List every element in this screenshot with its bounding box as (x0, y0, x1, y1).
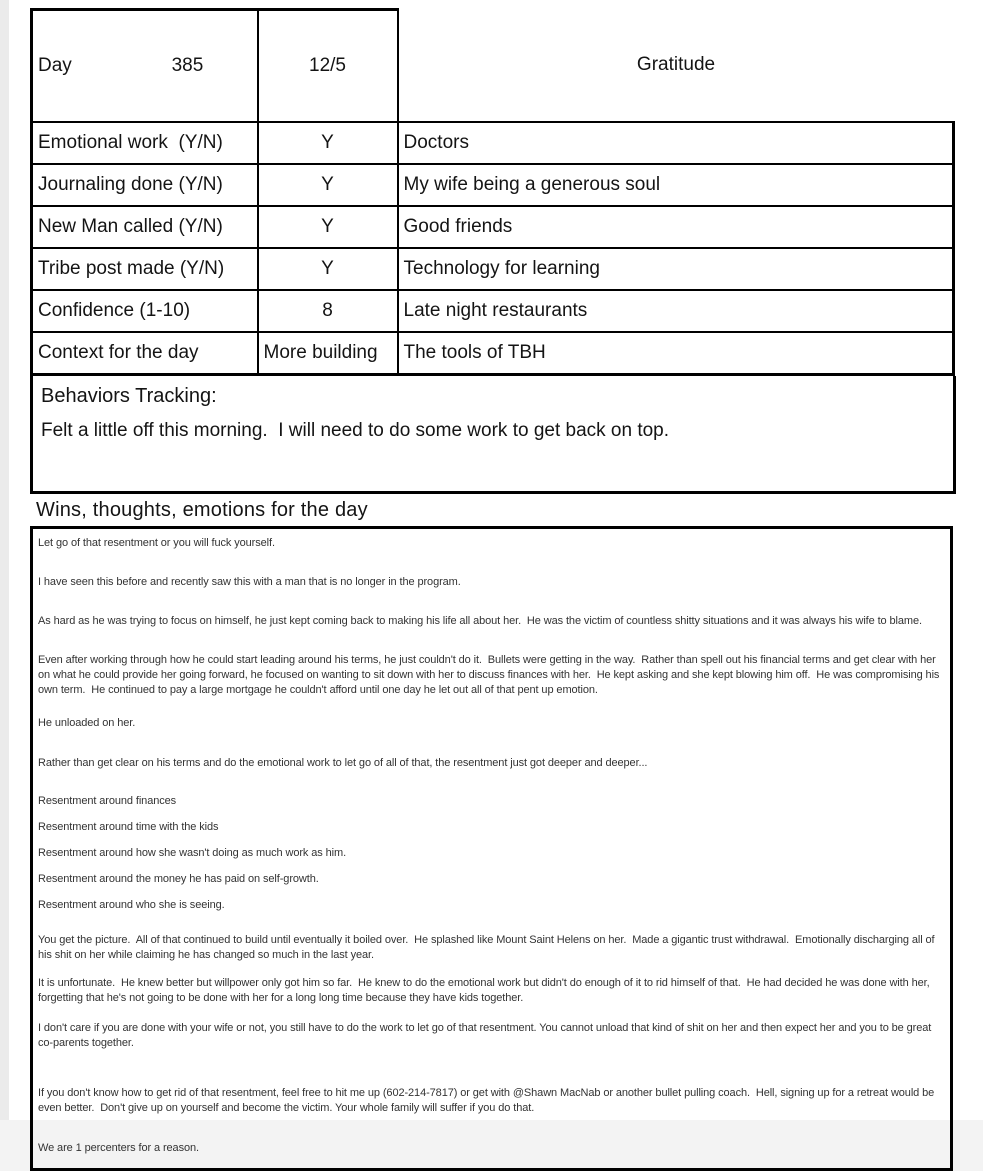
note-paragraph: Resentment around finances (38, 795, 177, 807)
metric-label: Confidence (1-10) (32, 290, 258, 332)
note-paragraph: We are 1 percenters for a reason. (38, 1142, 199, 1154)
gratitude-item: Late night restaurants (398, 290, 954, 332)
gratitude-item: Doctors (398, 122, 954, 164)
metric-label: New Man called (Y/N) (32, 206, 258, 248)
note-paragraph: He unloaded on her. (38, 717, 136, 729)
note-paragraph: I don't care if you are done with your wife or not, you still have to do the work to let go of that resentment. You cannot unload that kind of shit on her and then expect her and you to be great co-parents together. (38, 1022, 935, 1049)
daily-tracker-table (30, 8, 955, 376)
note-paragraph: Resentment around how she wasn't doing as much work as him. (38, 847, 347, 859)
table-row (32, 206, 954, 248)
tracker-header-row (32, 10, 954, 123)
note-paragraph: Resentment around the money he has paid on self-growth. (38, 873, 319, 885)
note-paragraph: As hard as he was trying to focus on himself, he just kept coming back to making his life all about her. He was the victim of countless shitty situations and it was always his wife to blame. (38, 615, 922, 627)
metric-value: Y (258, 248, 398, 290)
note-paragraph: It is unfortunate. He knew better but willpower only got him so far. He knew to do the emotional work but didn't do enough of it to rid himself of that. He had decided he was done with her, forgetting that he's not going to be done with her for a long long time because they have kids together. (38, 977, 933, 1004)
note-paragraph: Resentment around who she is seeing. (38, 899, 225, 911)
metric-value: Y (258, 164, 398, 206)
journal-document (9, 0, 983, 1154)
day-label: Day (38, 55, 72, 76)
metric-value: Y (258, 206, 398, 248)
gratitude-header: Gratitude (398, 10, 954, 123)
behaviors-heading: Behaviors Tracking: (41, 385, 217, 407)
note-paragraph: Resentment around time with the kids (38, 821, 219, 833)
metric-label: Emotional work (Y/N) (32, 122, 258, 164)
metric-label: Journaling done (Y/N) (32, 164, 258, 206)
note-paragraph: Let go of that resentment or you will fuck yourself. (38, 537, 275, 549)
gratitude-item: Technology for learning (398, 248, 954, 290)
gratitude-item: Good friends (398, 206, 954, 248)
table-row (32, 248, 954, 290)
note-paragraph: If you don't know how to get rid of that resentment, feel free to hit me up (602-214-7817) or get with @Shawn MacNab or another bullet pulling coach. Hell, signing up for a retreat would be even better. Don't give up on yourself and become the victim. Your whole family will suffer if you do that. (38, 1087, 938, 1114)
wins-heading: Wins, thoughts, emotions for the day (36, 499, 368, 521)
metric-value: More building (258, 332, 398, 375)
metric-value: Y (258, 122, 398, 164)
table-row (32, 290, 954, 332)
page-margin-strip (0, 0, 9, 1120)
gratitude-item: The tools of TBH (398, 332, 954, 375)
metric-label: Tribe post made (Y/N) (32, 248, 258, 290)
gratitude-item: My wife being a generous soul (398, 164, 954, 206)
metric-label: Context for the day (32, 332, 258, 375)
day-value: 385 (171, 55, 204, 76)
note-paragraph: You get the picture. All of that continued to build until eventually it boiled over. He splashed like Mount Saint Helens on her. Made a gigantic trust withdrawal. Emotionally discharging all of his shit on her while claiming he has changed so much in the last year. (38, 934, 938, 961)
table-row (32, 122, 954, 164)
date-cell: 12/5 (258, 10, 398, 123)
table-row (32, 332, 954, 375)
note-paragraph: I have seen this before and recently saw this with a man that is no longer in the program. (38, 576, 461, 588)
metric-value: 8 (258, 290, 398, 332)
behaviors-note: Felt a little off this morning. I will need to do some work to get back on top. (41, 420, 670, 441)
table-row (32, 164, 954, 206)
note-paragraph: Rather than get clear on his terms and do the emotional work to let go of all of that, the resentment just got deeper and deeper... (38, 757, 648, 769)
day-cell (32, 10, 258, 123)
notes-box (30, 526, 953, 1171)
behaviors-box (30, 376, 956, 494)
note-paragraph: Even after working through how he could start leading around his terms, he just couldn't do it. Bullets were getting in the way. Rather than spell out his financial terms and get clear with her on what he could provide her going forward, he focused on wanting to sit down with her to discuss finances with her. He kept asking and she kept blowing him off. He was compromising his own term. He continued to pay a large mortgage he couldn't afford until one day he let out all of that pent up emotion. (38, 654, 943, 696)
